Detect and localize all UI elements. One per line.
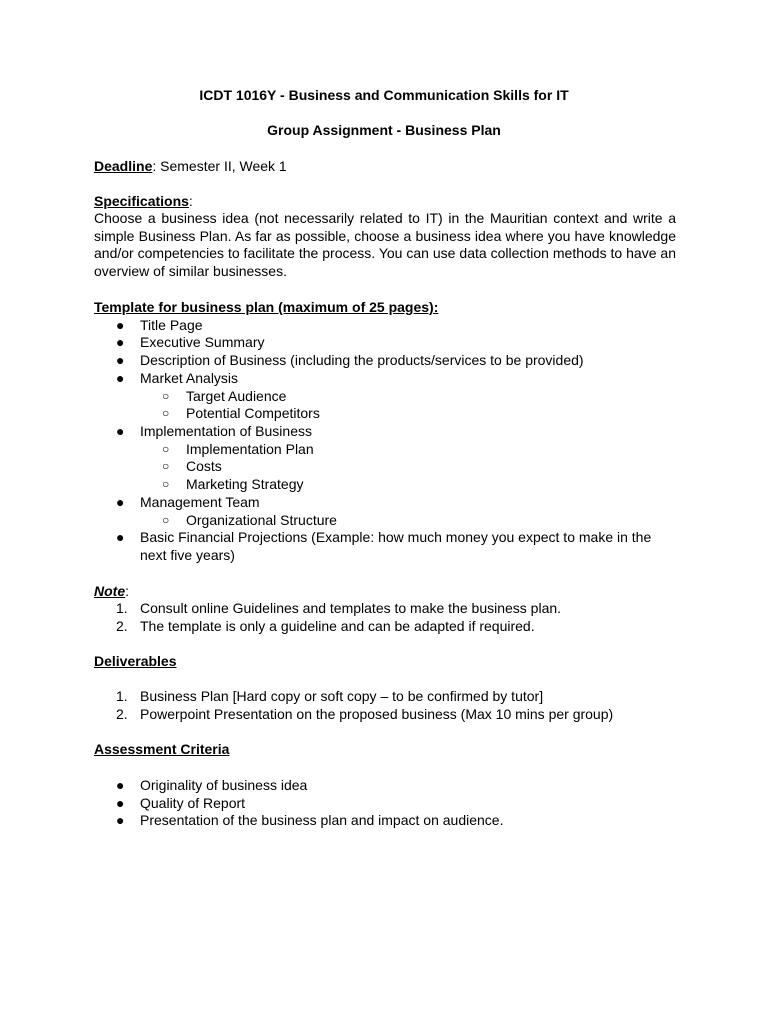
sub-bullet-icon: ○ <box>162 389 170 403</box>
deadline-value: : Semester II, Week 1 <box>152 158 287 174</box>
template-sub-item: Target Audience <box>186 388 287 404</box>
bullet-icon: ● <box>116 795 125 811</box>
assessment-item: Quality of Report <box>140 795 246 811</box>
deadline-label: Deadline <box>94 158 153 174</box>
deliverable-item: Powerpoint Presentation on the proposed business (Max 10 mins per group) <box>140 706 614 722</box>
template-item: Basic Financial Projections (Example: how much money you expect to make in the next five years) <box>140 529 652 563</box>
deliverables-heading: Deliverables <box>94 653 177 669</box>
deadline-line <box>94 158 287 176</box>
assignment-title: Group Assignment - Business Plan <box>267 122 501 138</box>
course-title: ICDT 1016Y - Business and Communication Skills for IT <box>199 87 569 103</box>
list-number: 2. <box>116 706 128 722</box>
template-item: Management Team <box>140 494 260 510</box>
list-number: 1. <box>116 600 128 616</box>
note-colon: : <box>125 583 130 599</box>
bullet-icon: ● <box>116 777 125 793</box>
template-sub-item: Organizational Structure <box>186 512 337 528</box>
bullet-icon: ● <box>116 423 125 439</box>
template-sub-item: Implementation Plan <box>186 441 314 457</box>
note-item: Consult online Guidelines and templates to make the business plan. <box>140 600 562 616</box>
template-sub-item: Marketing Strategy <box>186 476 304 492</box>
assessment-item: Presentation of the business plan and impact on audience. <box>140 812 504 828</box>
bullet-icon: ● <box>116 812 125 828</box>
specifications-heading <box>94 193 193 211</box>
template-sub-item: Potential Competitors <box>186 405 320 421</box>
deliverable-item: Business Plan [Hard copy or soft copy – to be confirmed by tutor] <box>140 688 544 704</box>
bullet-icon: ● <box>116 352 125 368</box>
sub-bullet-icon: ○ <box>162 406 170 420</box>
sub-bullet-icon: ○ <box>162 477 170 491</box>
bullet-icon: ● <box>116 529 125 545</box>
bullet-icon: ● <box>116 370 125 386</box>
note-label: Note <box>94 583 126 599</box>
specifications-colon: : <box>188 193 193 209</box>
list-number: 1. <box>116 688 128 704</box>
bullet-icon: ● <box>116 334 125 350</box>
sub-bullet-icon: ○ <box>162 459 170 473</box>
specifications-text: Choose a business idea (not necessarily related to IT) in the Mauritian context and write a simple Business Plan. As far as possible, choose a business idea where you have knowledge and/or competencies to facilitate the process. You can use data collection methods to have an overview of similar businesses. <box>94 210 676 279</box>
note-heading <box>94 583 129 601</box>
template-sub-item: Costs <box>186 458 222 474</box>
list-number: 2. <box>116 618 128 634</box>
sub-bullet-icon: ○ <box>162 513 170 527</box>
template-item: Market Analysis <box>140 370 239 386</box>
specifications-label: Specifications <box>94 193 189 209</box>
assessment-heading: Assessment Criteria <box>94 741 230 757</box>
template-item: Title Page <box>140 317 203 333</box>
assessment-item: Originality of business idea <box>140 777 308 793</box>
bullet-icon: ● <box>116 317 125 333</box>
sub-bullet-icon: ○ <box>162 442 170 456</box>
bullet-icon: ● <box>116 494 125 510</box>
template-item: Executive Summary <box>140 334 265 350</box>
template-item: Implementation of Business <box>140 423 312 439</box>
template-heading: Template for business plan (maximum of 25 pages): <box>94 299 439 315</box>
note-item: The template is only a guideline and can be adapted if required. <box>140 618 535 634</box>
template-item: Description of Business (including the products/services to be provided) <box>140 352 584 368</box>
